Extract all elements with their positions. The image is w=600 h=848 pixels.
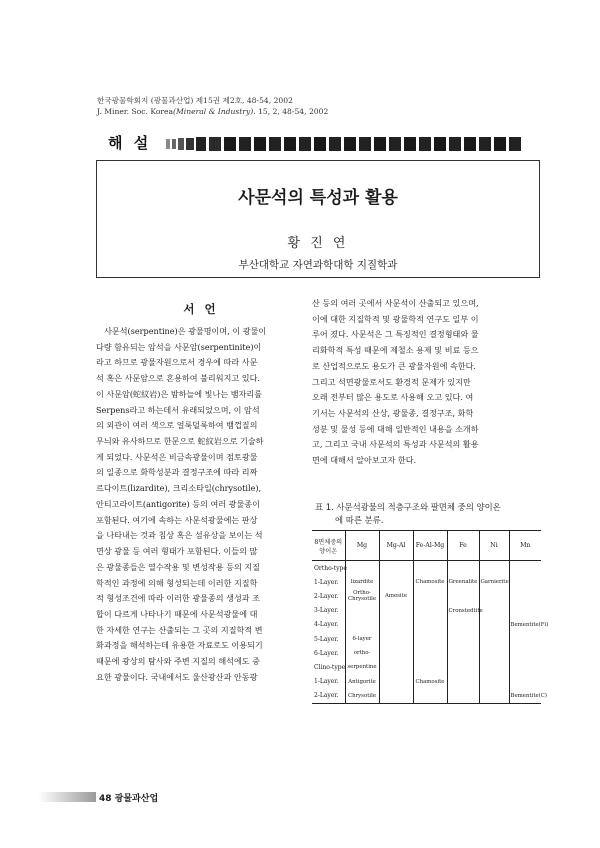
- mineral-cell: Garnierite: [479, 575, 509, 589]
- intro-heading: 서 언: [183, 302, 219, 316]
- serpentine-classification-table: [312, 530, 549, 704]
- journal-citation-suffix: . 15, 2, 48-54, 2002: [253, 107, 329, 116]
- layer-cell: 2-Layer.: [312, 689, 345, 704]
- table-row: [312, 604, 541, 618]
- text-line: 적 형성조건에 따라 이러한 광물종의 생성과 조: [96, 593, 260, 604]
- table-header-cell: Mg: [345, 531, 379, 561]
- mineral-cell: Greenalite: [447, 575, 479, 589]
- table-row: [312, 646, 541, 660]
- layer-cell: Ortho-type: [314, 564, 347, 572]
- text-line: 고, 그리고 국내 사문석의 특성과 사문석의 활용: [312, 439, 479, 450]
- layer-cell: 6-Layer.: [314, 649, 339, 657]
- table-row: [312, 675, 541, 689]
- text-line: 석 혹은 사문암으로 혼용하여 불리워지고 있다.: [96, 373, 260, 384]
- layer-cell: 2-Layer.: [314, 592, 339, 600]
- table-caption-line: 표 1. 사문석광물의 적층구조와 팔면체 중의 양이온: [315, 502, 501, 512]
- text-line: 면에 대해서 알아보고자 한다.: [312, 455, 417, 466]
- journal-citation-korean: 한국광물학회지 (광물과산업) 제15권 제2호, 48-54, 2002: [97, 96, 293, 105]
- text-line: 요한 광물이다. 국내에서도 울산광산과 안동광: [96, 671, 258, 682]
- table-header-row: [312, 531, 541, 561]
- text-line: 다량 함유되는 암석을 사문암(serpentinite)이: [96, 341, 262, 352]
- text-line: 르다이트(lizardite), 크리소타일(chrysotile),: [96, 483, 262, 494]
- text-line: 루어 졌다. 사문석은 그 특징적인 결정형태와 물: [312, 329, 479, 340]
- section-label: 해 설: [108, 134, 152, 152]
- journal-citation-english: [97, 107, 328, 117]
- author-name: 황 진 연: [287, 236, 349, 251]
- journal-citation-prefix: J. Miner. Soc. Korea: [97, 107, 174, 116]
- text-line: 안티고라이트(antigorite) 등의 여러 광물종이: [96, 498, 260, 509]
- table-row: [312, 689, 541, 704]
- layer-cell: 4-Layer.: [314, 621, 339, 629]
- mineral-cell: 6-layer: [345, 632, 379, 646]
- mineral-cell: Ortho-Chrysotile: [345, 589, 379, 603]
- table-caption-line: 에 따른 분류.: [335, 515, 384, 525]
- text-line: 학적인 과정에 의해 형성되는데 이러한 지질학: [96, 577, 258, 588]
- table-row: [312, 575, 541, 589]
- table-header-cell: Mg-Al: [379, 531, 413, 561]
- table-header-cell: Fe-Al-Mg: [413, 531, 447, 561]
- text-line: 그리고 석면광물로서도 환경적 문제가 있지만: [312, 376, 471, 387]
- text-line: Serpens라고 하는데서 유래되었으며, 이 암석: [96, 404, 260, 415]
- text-line: 화과정을 해석하는데 유용한 자료로도 이용되기: [96, 640, 263, 651]
- layer-cell: 5-Layer.: [314, 635, 339, 643]
- mineral-cell: Chamosite: [413, 675, 447, 689]
- text-line: 리화학적 특성 때문에 제철소 용제 및 비료 등으: [312, 345, 479, 356]
- table-header-cell: Mn: [509, 531, 541, 561]
- text-line: 오래 전부터 많은 용도로 사용해 오고 있다. 여: [312, 392, 474, 403]
- text-line: 포함된다. 여기에 속하는 사문석광물에는 판상: [96, 514, 258, 525]
- mineral-cell: Bementite(C): [509, 689, 541, 704]
- table-row: [312, 660, 541, 674]
- article-title: 사문석의 특성과 활용: [238, 188, 398, 208]
- mineral-cell: lizardite: [345, 575, 379, 589]
- text-line: 의 외관이 여러 색으로 얼룩덜룩하여 뱀껍질의: [96, 420, 258, 431]
- journal-name: 광물과산업: [114, 794, 159, 804]
- text-line: 은 광물종들은 열수작용 및 변성작용 등의 지질: [96, 561, 260, 572]
- table-header-cell: Fe: [447, 531, 479, 561]
- text-line: 한 자세한 연구는 산출되는 그 곳의 지질학적 변: [96, 624, 263, 635]
- layer-cell: Clino-type: [314, 663, 346, 671]
- mineral-cell: Amesite: [379, 589, 413, 603]
- layer-cell: 3-Layer.: [314, 607, 339, 615]
- mineral-cell: Antigorite: [345, 675, 379, 689]
- table-row: [312, 561, 541, 576]
- mineral-cell: Cronstedtite: [447, 604, 479, 618]
- mineral-cell: Chrysotile: [345, 689, 379, 704]
- text-line: 면상 광물 등 여러 형태가 포함된다. 이들의 많: [96, 546, 258, 557]
- table-header-cell: Ni: [479, 531, 509, 561]
- page-footer: [99, 791, 158, 804]
- layer-cell: 1-Layer.: [314, 578, 339, 586]
- table-header-cell: 8면체중의 양이온: [312, 531, 345, 561]
- mineral-cell: serpentine: [345, 660, 379, 674]
- layer-cell: 1-Layer.: [314, 678, 339, 686]
- decorative-block-pattern: [166, 136, 531, 152]
- text-line: 때문에 광상의 탐사와 주변 지질의 해석에도 중: [96, 656, 260, 667]
- table-row: [312, 618, 541, 632]
- table-row: [312, 632, 541, 646]
- text-line: 의 일종으로 화학성분과 결정구조에 따라 리짜: [96, 467, 258, 478]
- author-affiliation: 부산대학교 자연과학대학 지질학과: [238, 259, 398, 271]
- text-line: 게 되었다. 사문석은 비금속광물이며 점토광물: [96, 451, 258, 462]
- text-line: 이 사문암(蛇紋岩)은 밤하늘에 빛나는 뱀자리를: [96, 388, 262, 399]
- table-row: [312, 589, 541, 603]
- right-column-text: [312, 296, 541, 469]
- mineral-cell: ortho-: [345, 646, 379, 660]
- text-line: 성분 및 물성 등에 대해 일반적인 내용을 소개하: [312, 423, 479, 434]
- journal-citation-italic: (Mineral & Industry): [173, 107, 254, 116]
- text-line: 산 등의 여러 곳에서 사문석이 산출되고 있으며,: [312, 298, 479, 308]
- left-column-text: [96, 324, 306, 686]
- text-line: 라고 하므로 광물자원으로서 경우에 따라 사문: [96, 357, 258, 368]
- text-line: 기서는 사문석의 산상, 광물종, 결정구조, 화학: [312, 408, 474, 419]
- table-caption: [315, 501, 541, 527]
- text-line: 을 나타내는 것과 침상 혹은 섬유상을 보이는 석: [96, 530, 263, 541]
- text-line: 합이 다르게 나타나기 때문에 사문석광물에 대: [96, 608, 258, 619]
- footer-decorative-shading: [38, 791, 96, 803]
- text-line: 로 산업적으로도 용도가 큰 광물자원에 속한다.: [312, 360, 476, 371]
- mineral-cell: Chamosite: [413, 575, 447, 589]
- text-line: 사문석(serpentine)은 광물명이며, 이 광물이: [104, 326, 267, 336]
- text-line: 무늬와 유사하므로 한문으로 蛇紋岩으로 기술하: [96, 436, 264, 447]
- text-line: 이에 대한 지질학적 및 광물학적 연구도 일부 이: [312, 313, 479, 324]
- page-number: 48: [99, 794, 112, 804]
- mineral-cell: Bementite(Fi): [509, 618, 541, 632]
